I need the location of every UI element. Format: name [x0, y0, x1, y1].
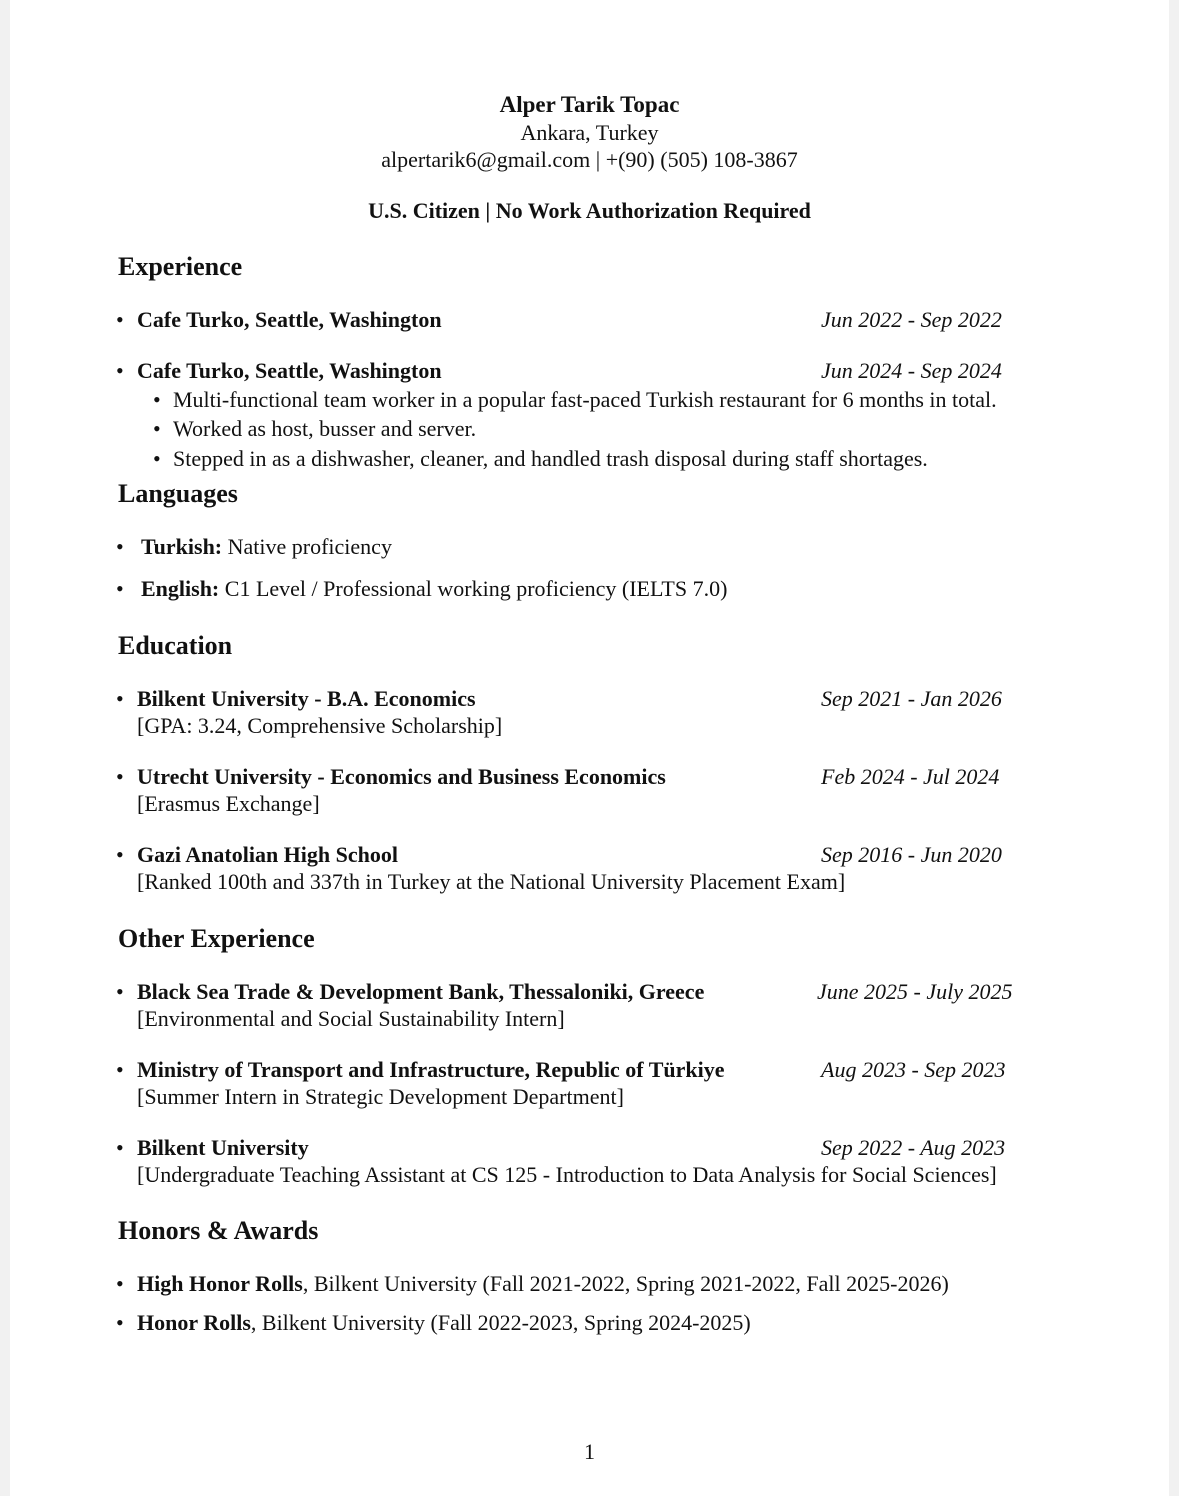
education-date: Sep 2016 - Jun 2020 [821, 842, 1002, 867]
language-level: C1 Level / Professional working proficiency (IELTS 7.0) [219, 576, 728, 601]
section-heading-other-experience: Other Experience [118, 924, 315, 953]
other-experience-note: [Undergraduate Teaching Assistant at CS 125 - Introduction to Data Analysis for Social Sciences] [137, 1162, 997, 1187]
bullet-icon: • [116, 1135, 124, 1160]
honor-detail: , Bilkent University (Fall 2022-2023, Spring 2024-2025) [250, 1310, 751, 1335]
education-org: Bilkent University - B.A. Economics [137, 686, 476, 711]
other-experience-org: Bilkent University [137, 1135, 309, 1160]
bullet-icon: • [116, 979, 124, 1004]
other-experience-note: [Summer Intern in Strategic Development Department] [137, 1084, 624, 1109]
bullet-icon: • [116, 1310, 124, 1335]
honor-label: High Honor Rolls [137, 1271, 303, 1296]
bullet-icon: • [116, 1271, 124, 1296]
bullet-icon: • [116, 576, 124, 601]
bullet-icon: • [116, 686, 124, 711]
bullet-icon: • [116, 307, 124, 332]
bullet-icon: • [116, 1057, 124, 1082]
citizenship-status: U.S. Citizen | No Work Authorization Required [368, 198, 811, 223]
education-note: [Erasmus Exchange] [137, 791, 320, 816]
section-heading-honors: Honors & Awards [118, 1216, 319, 1245]
bullet-icon: • [116, 842, 124, 867]
education-org: Utrecht University - Economics and Business Economics [137, 764, 666, 789]
education-note: [Ranked 100th and 337th in Turkey at the National University Placement Exam] [137, 869, 846, 894]
experience-date: Jun 2022 - Sep 2022 [821, 307, 1002, 332]
page-number: 1 [584, 1439, 595, 1464]
section-heading-experience: Experience [118, 252, 243, 281]
other-experience-org: Black Sea Trade & Development Bank, Thessaloniki, Greece [137, 979, 705, 1004]
other-experience-date: June 2025 - July 2025 [817, 979, 1013, 1004]
education-date: Sep 2021 - Jan 2026 [821, 686, 1002, 711]
experience-date: Jun 2024 - Sep 2024 [821, 358, 1002, 383]
bullet-icon: • [153, 387, 161, 412]
language-label: Turkish: [141, 534, 223, 559]
education-note: [GPA: 3.24, Comprehensive Scholarship] [137, 713, 503, 738]
education-date: Feb 2024 - Jul 2024 [821, 764, 1000, 789]
bullet-icon: • [153, 446, 161, 471]
education-org: Gazi Anatolian High School [137, 842, 398, 867]
bullet-icon: • [116, 358, 124, 383]
bullet-icon: • [116, 534, 124, 559]
section-heading-education: Education [118, 631, 233, 660]
candidate-name: Alper Tarik Topac [499, 92, 680, 117]
honor-detail: , Bilkent University (Fall 2021-2022, Spring 2021-2022, Fall 2025-2026) [302, 1271, 949, 1296]
experience-org: Cafe Turko, Seattle, Washington [137, 307, 442, 332]
experience-org: Cafe Turko, Seattle, Washington [137, 358, 442, 383]
other-experience-org: Ministry of Transport and Infrastructure, Republic of Türkiye [137, 1057, 725, 1082]
honor-label: Honor Rolls [137, 1310, 251, 1335]
other-experience-note: [Environmental and Social Sustainability Intern] [137, 1006, 565, 1031]
language-level: Native proficiency [222, 534, 392, 559]
candidate-contact: alpertarik6@gmail.com | +(90) (505) 108-3867 [381, 147, 798, 172]
language-label: English: [141, 576, 220, 601]
candidate-location: Ankara, Turkey [520, 120, 659, 145]
other-experience-date: Sep 2022 - Aug 2023 [821, 1135, 1006, 1160]
other-experience-date: Aug 2023 - Sep 2023 [821, 1057, 1006, 1082]
bullet-icon: • [153, 416, 161, 441]
section-heading-languages: Languages [118, 479, 238, 508]
bullet-icon: • [116, 764, 124, 789]
